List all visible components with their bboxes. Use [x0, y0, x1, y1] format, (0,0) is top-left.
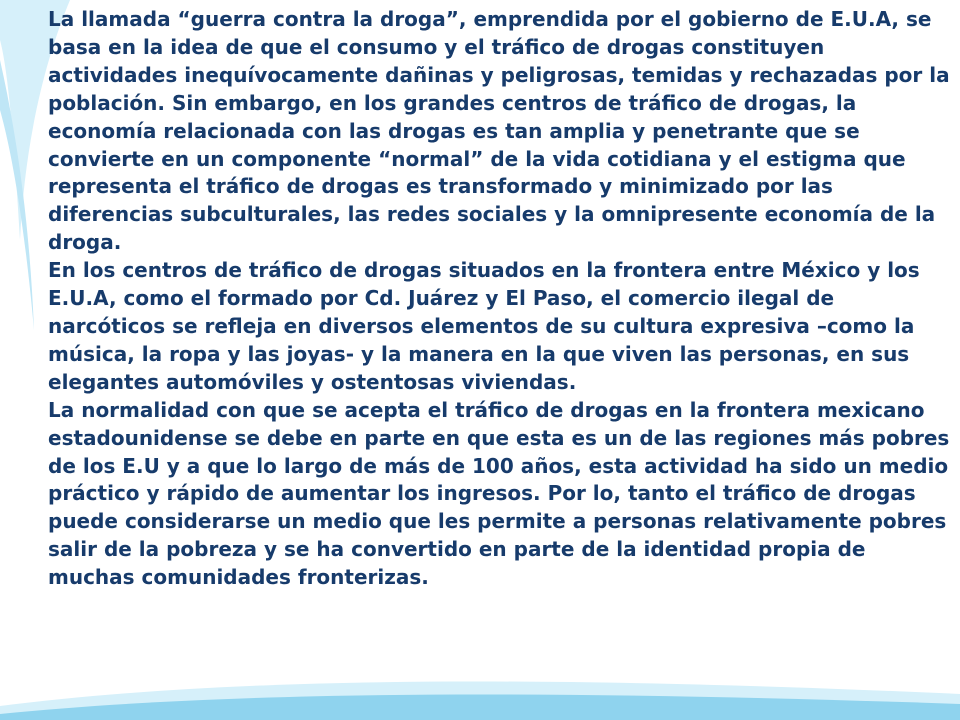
paragraph-3: La normalidad con que se acepta el tráfico de drogas en la frontera mexicano estadounidense se debe en parte en que esta es un de las regiones más pobres de los E.U y a que lo largo de más de 100 años, esta actividad ha sido un medio práctico y rápido de aumentar los ingresos. Por lo, tanto el tráfico de drogas puede considerarse un medio que les permite a personas relativamente pobres salir de la pobreza y se ha convertido en parte de la identidad propia de muchas comunidades fronterizas.: [48, 397, 950, 590]
paragraph-2: En los centros de tráfico de drogas situados en la frontera entre México y los E.U.A, como el formado por Cd. Juárez y El Paso, el comercio ilegal de narcóticos se refleja en diversos elementos de su cultura expresiva –como la música, la ropa y las joyas- y la manera en la que viven las personas, en sus elegantes automóviles y ostentosas viviendas.: [48, 258, 920, 394]
slide-body-text: [48, 6, 953, 592]
paragraph-1: La llamada “guerra contra la droga”, emprendida por el gobierno de E.U.A, se basa en la idea de que el consumo y el tráfico de drogas constituyen actividades inequívocamente dañinas y peligrosas, temidas y rechazadas por la población. Sin embargo, en los grandes centros de tráfico de drogas, la economía relacionada con las drogas es tan amplia y penetrante que se convierte en un componente “normal” de la vida cotidiana y el estigma que representa el tráfico de drogas es transformado y minimizado por las diferencias subculturales, las redes sociales y la omnipresente economía de la droga.: [48, 7, 950, 255]
